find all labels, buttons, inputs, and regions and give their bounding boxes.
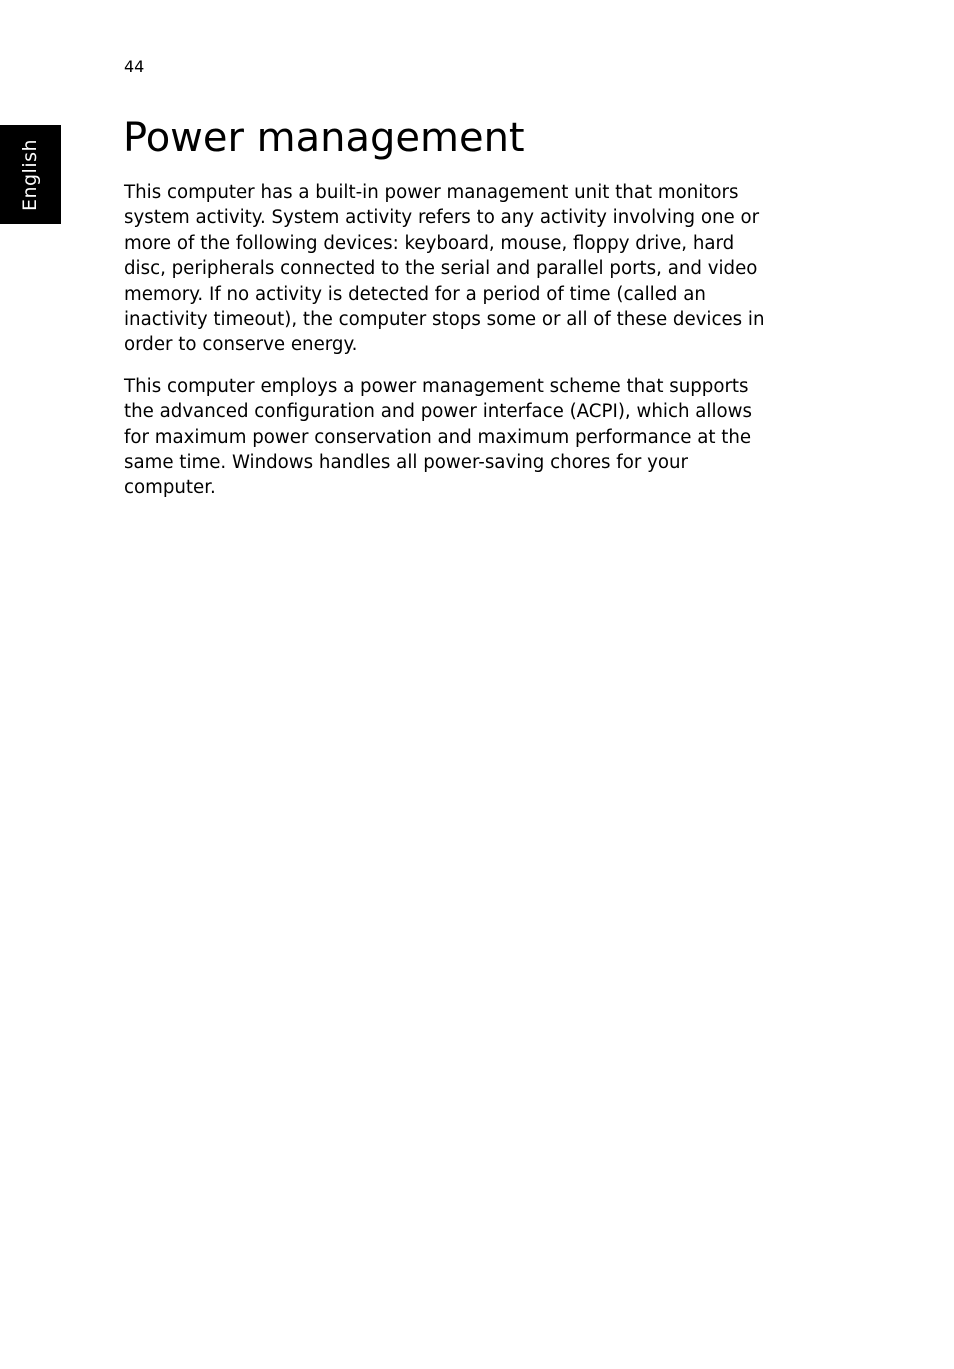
language-tab: [0, 125, 61, 224]
page-number: 44: [124, 57, 145, 76]
paragraph-power-management-unit: This computer has a built-in power management unit that monitors system activity. System activity refers to any activity involving one or more of the following devices: keyboard, mouse, floppy drive, hard disc, peripherals connected to the serial and parallel ports, and video memory. If no activity is detected for a period of time (called an inactivity timeout), the computer stops some or all of these devices in order to conserve energy.: [124, 182, 765, 356]
paragraph-acpi-scheme: This computer employs a power management scheme that supports the advanced configuration and power interface (ACPI), which allows for maximum power conservation and maximum performance at the same time. Windows handles all power-saving chores for your computer.: [124, 375, 752, 499]
language-tab-label: English: [19, 138, 41, 212]
page-title: Power management: [123, 115, 525, 161]
body-text: [124, 180, 814, 517]
